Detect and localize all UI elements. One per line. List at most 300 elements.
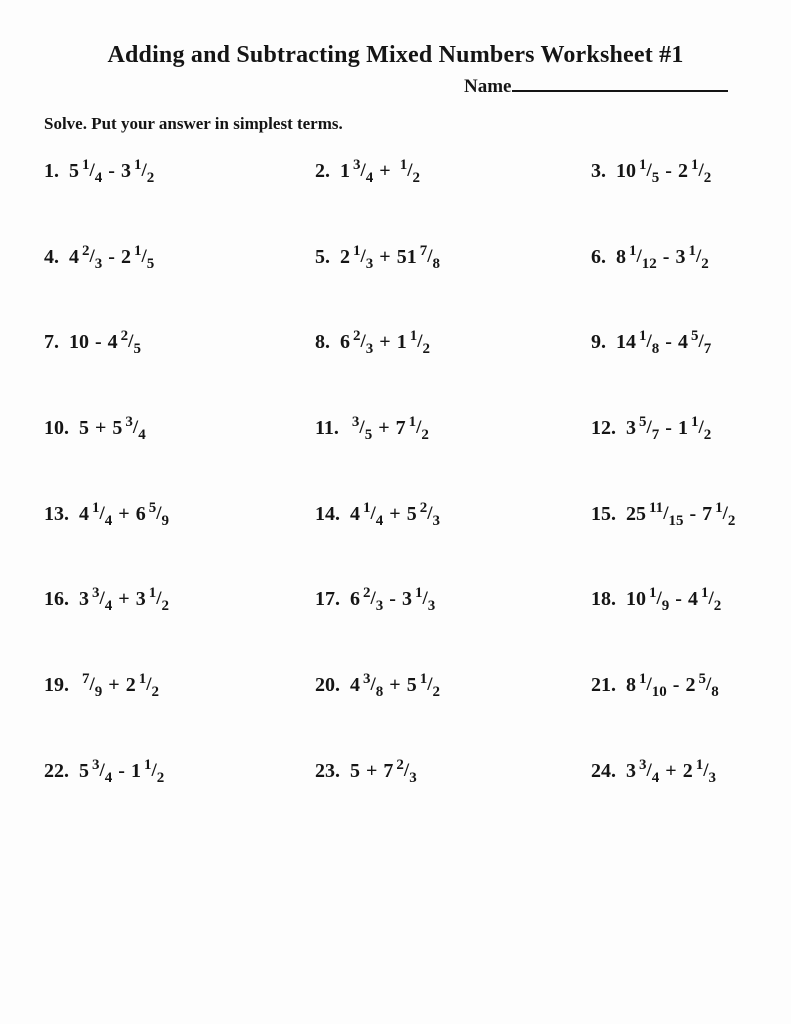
denominator: 3 [365, 255, 374, 272]
whole-number: 8 [616, 245, 626, 268]
fraction-slash: / [698, 417, 704, 439]
expression [616, 328, 712, 358]
fraction-slash: / [656, 588, 662, 610]
operator: + [118, 588, 130, 611]
whole-number: 3 [135, 588, 146, 611]
fraction-slash: / [646, 331, 652, 353]
numerator: 1 [408, 414, 417, 431]
operator: - [95, 331, 102, 354]
problem [44, 238, 315, 272]
expression [340, 242, 440, 272]
problem [315, 495, 591, 529]
denominator: 2 [727, 512, 736, 529]
problem-number: 10. [44, 417, 69, 440]
fraction-slash: / [416, 417, 422, 439]
numerator: 3 [92, 585, 100, 602]
denominator: 10 [651, 684, 667, 701]
fraction [408, 414, 429, 444]
fraction-slash: / [360, 331, 366, 353]
whole-number: 3 [120, 160, 131, 182]
fraction [639, 157, 660, 186]
whole-number: 4 [79, 502, 89, 525]
operator: - [665, 160, 672, 182]
fraction [138, 671, 159, 701]
fraction-slash: / [370, 674, 376, 696]
problem-number: 24. [591, 759, 616, 782]
numerator: 1 [353, 242, 361, 259]
denominator: 8 [432, 255, 440, 272]
numerator: 1 [414, 585, 423, 602]
fraction-slash: / [359, 417, 365, 439]
denominator: 2 [703, 427, 712, 444]
numerator: 1 [399, 157, 408, 173]
whole-number: 4 [107, 331, 118, 354]
fraction [698, 671, 719, 701]
whole-number: 1 [677, 417, 688, 440]
fraction [92, 756, 113, 786]
numerator: 5 [690, 328, 699, 345]
whole-number: 14 [616, 331, 636, 354]
fraction [125, 414, 146, 444]
fraction [690, 414, 712, 444]
numerator: 2 [120, 328, 129, 345]
whole-number: 4 [350, 502, 360, 525]
denominator: 5 [651, 170, 660, 186]
numerator: 7 [82, 671, 90, 688]
denominator: 12 [641, 255, 657, 272]
whole-number: 7 [383, 759, 394, 782]
problem-number: 5. [315, 245, 330, 268]
numerator: 3 [363, 671, 371, 688]
problem-number: 6. [591, 245, 606, 268]
denominator: 3 [409, 769, 417, 786]
numerator: 3 [353, 157, 361, 173]
whole-number: 5 [406, 502, 417, 525]
denominator: 8 [375, 684, 384, 701]
whole-number: 2 [125, 674, 136, 697]
fraction [639, 328, 660, 358]
problem-number: 16. [44, 588, 69, 611]
fraction-slash: / [703, 759, 709, 781]
whole-number: 2 [685, 674, 696, 697]
denominator: 2 [146, 170, 155, 186]
operator: - [662, 245, 670, 268]
whole-number: 7 [395, 417, 406, 440]
denominator: 2 [701, 255, 709, 272]
fraction-slash: / [422, 588, 428, 610]
name-field [464, 76, 728, 98]
fraction-slash: / [646, 417, 652, 439]
whole-number: 4 [687, 588, 698, 611]
fraction-slash: / [89, 160, 95, 181]
problem [44, 580, 315, 615]
numerator: 2 [419, 499, 428, 516]
fraction [649, 585, 670, 615]
whole-number: 1 [340, 160, 350, 182]
fraction [399, 157, 420, 186]
fraction-slash: / [128, 331, 134, 353]
problem-number: 21. [591, 674, 616, 697]
whole-number: 1 [396, 331, 407, 354]
fraction [414, 585, 436, 615]
numerator: 1 [82, 157, 90, 173]
denominator: 8 [651, 341, 660, 358]
whole-number: 25 [626, 502, 646, 525]
denominator: 2 [421, 427, 429, 444]
numerator: 2 [353, 328, 361, 345]
numerator: 5 [639, 414, 647, 431]
expression [79, 756, 165, 786]
numerator: 1 [639, 671, 647, 688]
expression [350, 499, 440, 529]
fraction-slash: / [698, 160, 704, 181]
fraction [629, 242, 657, 272]
denominator: 15 [668, 512, 684, 529]
whole-number: 4 [350, 674, 360, 697]
fraction-slash: / [132, 417, 139, 439]
expression [79, 585, 169, 615]
fraction [148, 499, 169, 529]
denominator: 3 [432, 512, 440, 529]
fraction [649, 499, 684, 529]
page-title: Adding and Subtracting Mixed Numbers Worksheet #1 [107, 42, 684, 68]
fraction [409, 328, 430, 358]
expression [69, 328, 141, 358]
expression [626, 499, 736, 529]
numerator: 1 [143, 756, 152, 773]
operator: + [378, 417, 390, 440]
whole-number: 5 [69, 160, 79, 182]
whole-number: 7 [702, 502, 713, 525]
problem-number: 23. [315, 759, 340, 782]
fraction [353, 242, 374, 272]
problem-number: 19. [44, 674, 69, 697]
problem-number: 13. [44, 502, 69, 525]
fraction [120, 328, 141, 358]
expression [626, 585, 722, 615]
expression [616, 157, 712, 186]
numerator: 1 [363, 499, 371, 516]
problem [44, 752, 315, 786]
numerator: 1 [629, 242, 637, 259]
expression [79, 414, 146, 444]
fraction-slash: / [698, 331, 704, 353]
problem [591, 752, 761, 786]
fraction-slash: / [360, 160, 366, 181]
operator: - [108, 245, 115, 268]
instruction-text: Solve. Put your answer in simplest terms. [44, 114, 343, 133]
name-blank-line [512, 90, 728, 92]
denominator: 2 [156, 769, 165, 786]
fraction-slash: / [427, 674, 433, 696]
operator: - [118, 759, 125, 782]
numerator: 1 [92, 499, 100, 516]
numerator: 3 [125, 414, 133, 431]
operator: - [689, 502, 697, 525]
expression [69, 157, 155, 186]
whole-number: 3 [79, 588, 89, 611]
expression [626, 671, 719, 701]
problems-grid [44, 152, 761, 838]
operator: - [108, 160, 115, 182]
numerator: 1 [138, 671, 147, 688]
problem-number: 7. [44, 331, 59, 354]
fraction [92, 585, 113, 615]
fraction [419, 671, 440, 701]
expression [350, 585, 436, 615]
expression [340, 157, 420, 186]
denominator: 5 [133, 341, 141, 358]
numerator: 1 [409, 328, 418, 345]
fraction-slash: / [646, 759, 652, 781]
numerator: 3 [639, 756, 647, 773]
whole-number: 10 [626, 588, 646, 611]
denominator: 5 [146, 255, 155, 272]
expression [626, 756, 716, 786]
denominator: 4 [104, 598, 113, 615]
denominator: 3 [94, 255, 103, 272]
fraction [639, 671, 667, 701]
fraction-slash: / [141, 160, 147, 181]
fraction [353, 157, 374, 186]
operator: + [118, 502, 130, 525]
denominator: 2 [432, 684, 440, 701]
problem [44, 409, 315, 444]
operator: + [379, 160, 391, 182]
denominator: 4 [375, 512, 384, 529]
whole-number: 2 [677, 160, 688, 182]
operator: - [665, 417, 672, 440]
fraction [639, 414, 660, 444]
numerator: 1 [690, 157, 699, 173]
numerator: 2 [82, 242, 90, 259]
problem-number: 15. [591, 502, 616, 525]
denominator: 9 [161, 512, 169, 529]
fraction-slash: / [708, 588, 714, 610]
denominator: 2 [713, 598, 722, 615]
operator: + [389, 502, 401, 525]
fraction-slash: / [151, 759, 157, 781]
fraction [688, 242, 709, 272]
denominator: 2 [412, 170, 420, 186]
numerator: 1 [715, 499, 723, 516]
problem [591, 152, 761, 186]
problem [591, 323, 761, 358]
operator: - [665, 331, 672, 354]
problem [315, 580, 591, 615]
whole-number: 6 [135, 502, 146, 525]
fraction-slash: / [156, 588, 162, 610]
fraction-slash: / [646, 674, 652, 696]
fraction [363, 499, 384, 529]
fraction [133, 242, 155, 272]
numerator: 1 [688, 242, 696, 259]
fraction [148, 585, 169, 615]
whole-number: 3 [675, 245, 686, 268]
numerator: 1 [690, 414, 699, 431]
numerator: 1 [639, 328, 647, 345]
numerator: 3 [351, 414, 360, 431]
fraction [690, 157, 712, 186]
whole-number: 5 [112, 417, 123, 440]
whole-number: 5 [79, 417, 89, 440]
numerator: 1 [639, 157, 647, 173]
fraction-slash: / [360, 245, 366, 267]
expression [616, 242, 709, 272]
operator: + [95, 417, 107, 440]
numerator: 1 [133, 157, 142, 173]
denominator: 4 [94, 170, 103, 186]
fraction-slash: / [370, 502, 376, 524]
problem-number: 2. [315, 160, 330, 182]
problem [315, 409, 591, 444]
whole-number: 6 [350, 588, 360, 611]
denominator: 4 [104, 512, 113, 529]
whole-number: 8 [626, 674, 636, 697]
numerator: 1 [700, 585, 709, 602]
whole-number: 2 [682, 759, 693, 782]
problem-number: 20. [315, 674, 340, 697]
problem [44, 495, 315, 529]
denominator: 5 [364, 427, 373, 444]
expression [349, 414, 429, 444]
fraction-slash: / [89, 245, 95, 267]
fraction [396, 756, 417, 786]
fraction-slash: / [146, 674, 152, 696]
whole-number: 5 [79, 759, 89, 782]
numerator: 1 [419, 671, 428, 688]
fraction [715, 499, 736, 529]
expression [79, 671, 159, 701]
expression [69, 242, 155, 272]
fraction [639, 756, 660, 786]
fraction [690, 328, 712, 358]
operator: - [389, 588, 396, 611]
problem [591, 580, 761, 615]
numerator: 1 [695, 756, 704, 773]
numerator: 1 [649, 585, 657, 602]
problem-number: 8. [315, 331, 330, 354]
problem-number: 17. [315, 588, 340, 611]
denominator: 2 [151, 684, 159, 701]
name-label: Name [464, 76, 512, 97]
numerator: 2 [396, 756, 404, 773]
problem [44, 323, 315, 358]
operator: + [389, 674, 401, 697]
problem-number: 11. [315, 417, 339, 440]
fraction [419, 499, 440, 529]
fraction [363, 671, 384, 701]
whole-number: 3 [401, 588, 412, 611]
fraction-slash: / [156, 502, 162, 524]
problem-number: 4. [44, 245, 59, 268]
whole-number: 5 [350, 759, 360, 782]
problem [44, 152, 315, 186]
fraction [351, 414, 373, 444]
fraction [82, 242, 103, 272]
problem [591, 666, 761, 701]
whole-number: 51 [396, 245, 417, 268]
whole-number: 6 [340, 331, 350, 354]
problem [591, 238, 761, 272]
fraction-slash: / [99, 502, 105, 524]
fraction-slash: / [141, 245, 147, 267]
problem [44, 666, 315, 701]
fraction-slash: / [427, 502, 433, 524]
fraction [700, 585, 722, 615]
denominator: 9 [661, 598, 670, 615]
problem [591, 495, 761, 529]
whole-number: 3 [626, 417, 636, 440]
fraction-slash: / [636, 245, 642, 267]
fraction-slash: / [417, 331, 423, 353]
fraction [82, 671, 103, 701]
fraction-slash: / [370, 588, 376, 610]
expression [350, 671, 440, 701]
denominator: 3 [365, 341, 374, 358]
denominator: 9 [94, 684, 103, 701]
problem-number: 9. [591, 331, 606, 354]
denominator: 2 [422, 341, 430, 358]
whole-number: 3 [626, 759, 636, 782]
fraction-slash: / [427, 245, 433, 267]
numerator: 3 [92, 756, 100, 773]
fraction [143, 756, 165, 786]
numerator: 7 [419, 242, 428, 259]
whole-number: 2 [340, 245, 350, 268]
expression [79, 499, 169, 529]
fraction-slash: / [646, 160, 652, 181]
whole-number: 1 [130, 759, 141, 782]
fraction-slash: / [99, 588, 105, 610]
denominator: 4 [651, 769, 660, 786]
numerator: 5 [698, 671, 706, 688]
problem [591, 409, 761, 444]
whole-number: 10 [69, 331, 89, 354]
whole-number: 4 [677, 331, 688, 354]
fraction [363, 585, 384, 615]
problem [315, 152, 591, 186]
numerator: 1 [148, 585, 157, 602]
fraction [695, 756, 716, 786]
denominator: 2 [161, 598, 169, 615]
numerator: 2 [363, 585, 371, 602]
fraction [92, 499, 113, 529]
denominator: 4 [104, 769, 113, 786]
whole-number: 2 [120, 245, 131, 268]
denominator: 3 [427, 598, 436, 615]
operator: + [665, 759, 677, 782]
fraction-slash: / [663, 502, 669, 524]
numerator: 1 [133, 242, 142, 259]
expression [350, 756, 417, 786]
problem-number: 1. [44, 160, 59, 182]
operator: + [379, 331, 391, 354]
denominator: 7 [703, 341, 712, 358]
denominator: 2 [703, 170, 712, 186]
operator: - [675, 588, 682, 611]
operator: + [366, 759, 378, 782]
expression [626, 414, 712, 444]
operator: + [379, 245, 391, 268]
whole-number: 4 [69, 245, 79, 268]
fraction-slash: / [705, 674, 712, 696]
problem-number: 12. [591, 417, 616, 440]
problem [315, 666, 591, 701]
whole-number: 10 [616, 160, 636, 182]
operator: + [108, 674, 120, 697]
denominator: 3 [708, 769, 716, 786]
